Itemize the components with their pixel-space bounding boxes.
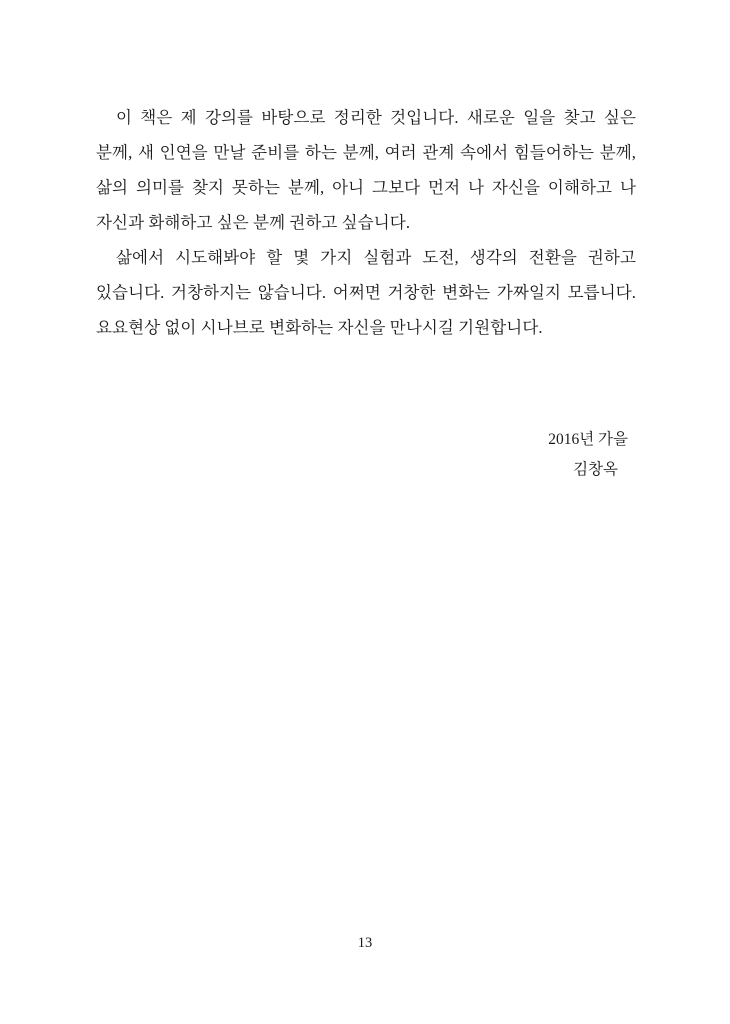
signature-block [96, 425, 636, 485]
paragraph: 이 책은 제 강의를 바탕으로 정리한 것입니다. 새로운 일을 찾고 싶은 분께, 새 인연을 만날 준비를 하는 분께, 여러 관계 속에서 힘들어하는 분께, 삶의 의미를 찾지 못하는 분께, 아니 그보다 먼저 나 자신을 이해하고 나 자신과 화해하고 싶은 분께 권하고 싶습니다. [96, 108, 636, 232]
body-text-block [96, 100, 636, 345]
paragraph: 삶에서 시도해봐야 할 몇 가지 실험과 도전, 생각의 전환을 권하고 있습니다. 거창하지는 않습니다. 어쩌면 거창한 변화는 가짜일지 모릅니다. 요요현상 없이 시나브로 변화하는 자신을 만나시길 기원합니다. [96, 248, 636, 337]
signature-name: 김창옥 [573, 461, 618, 478]
signature-date: 2016년 가을 [548, 431, 628, 448]
page-number: 13 [357, 935, 373, 951]
